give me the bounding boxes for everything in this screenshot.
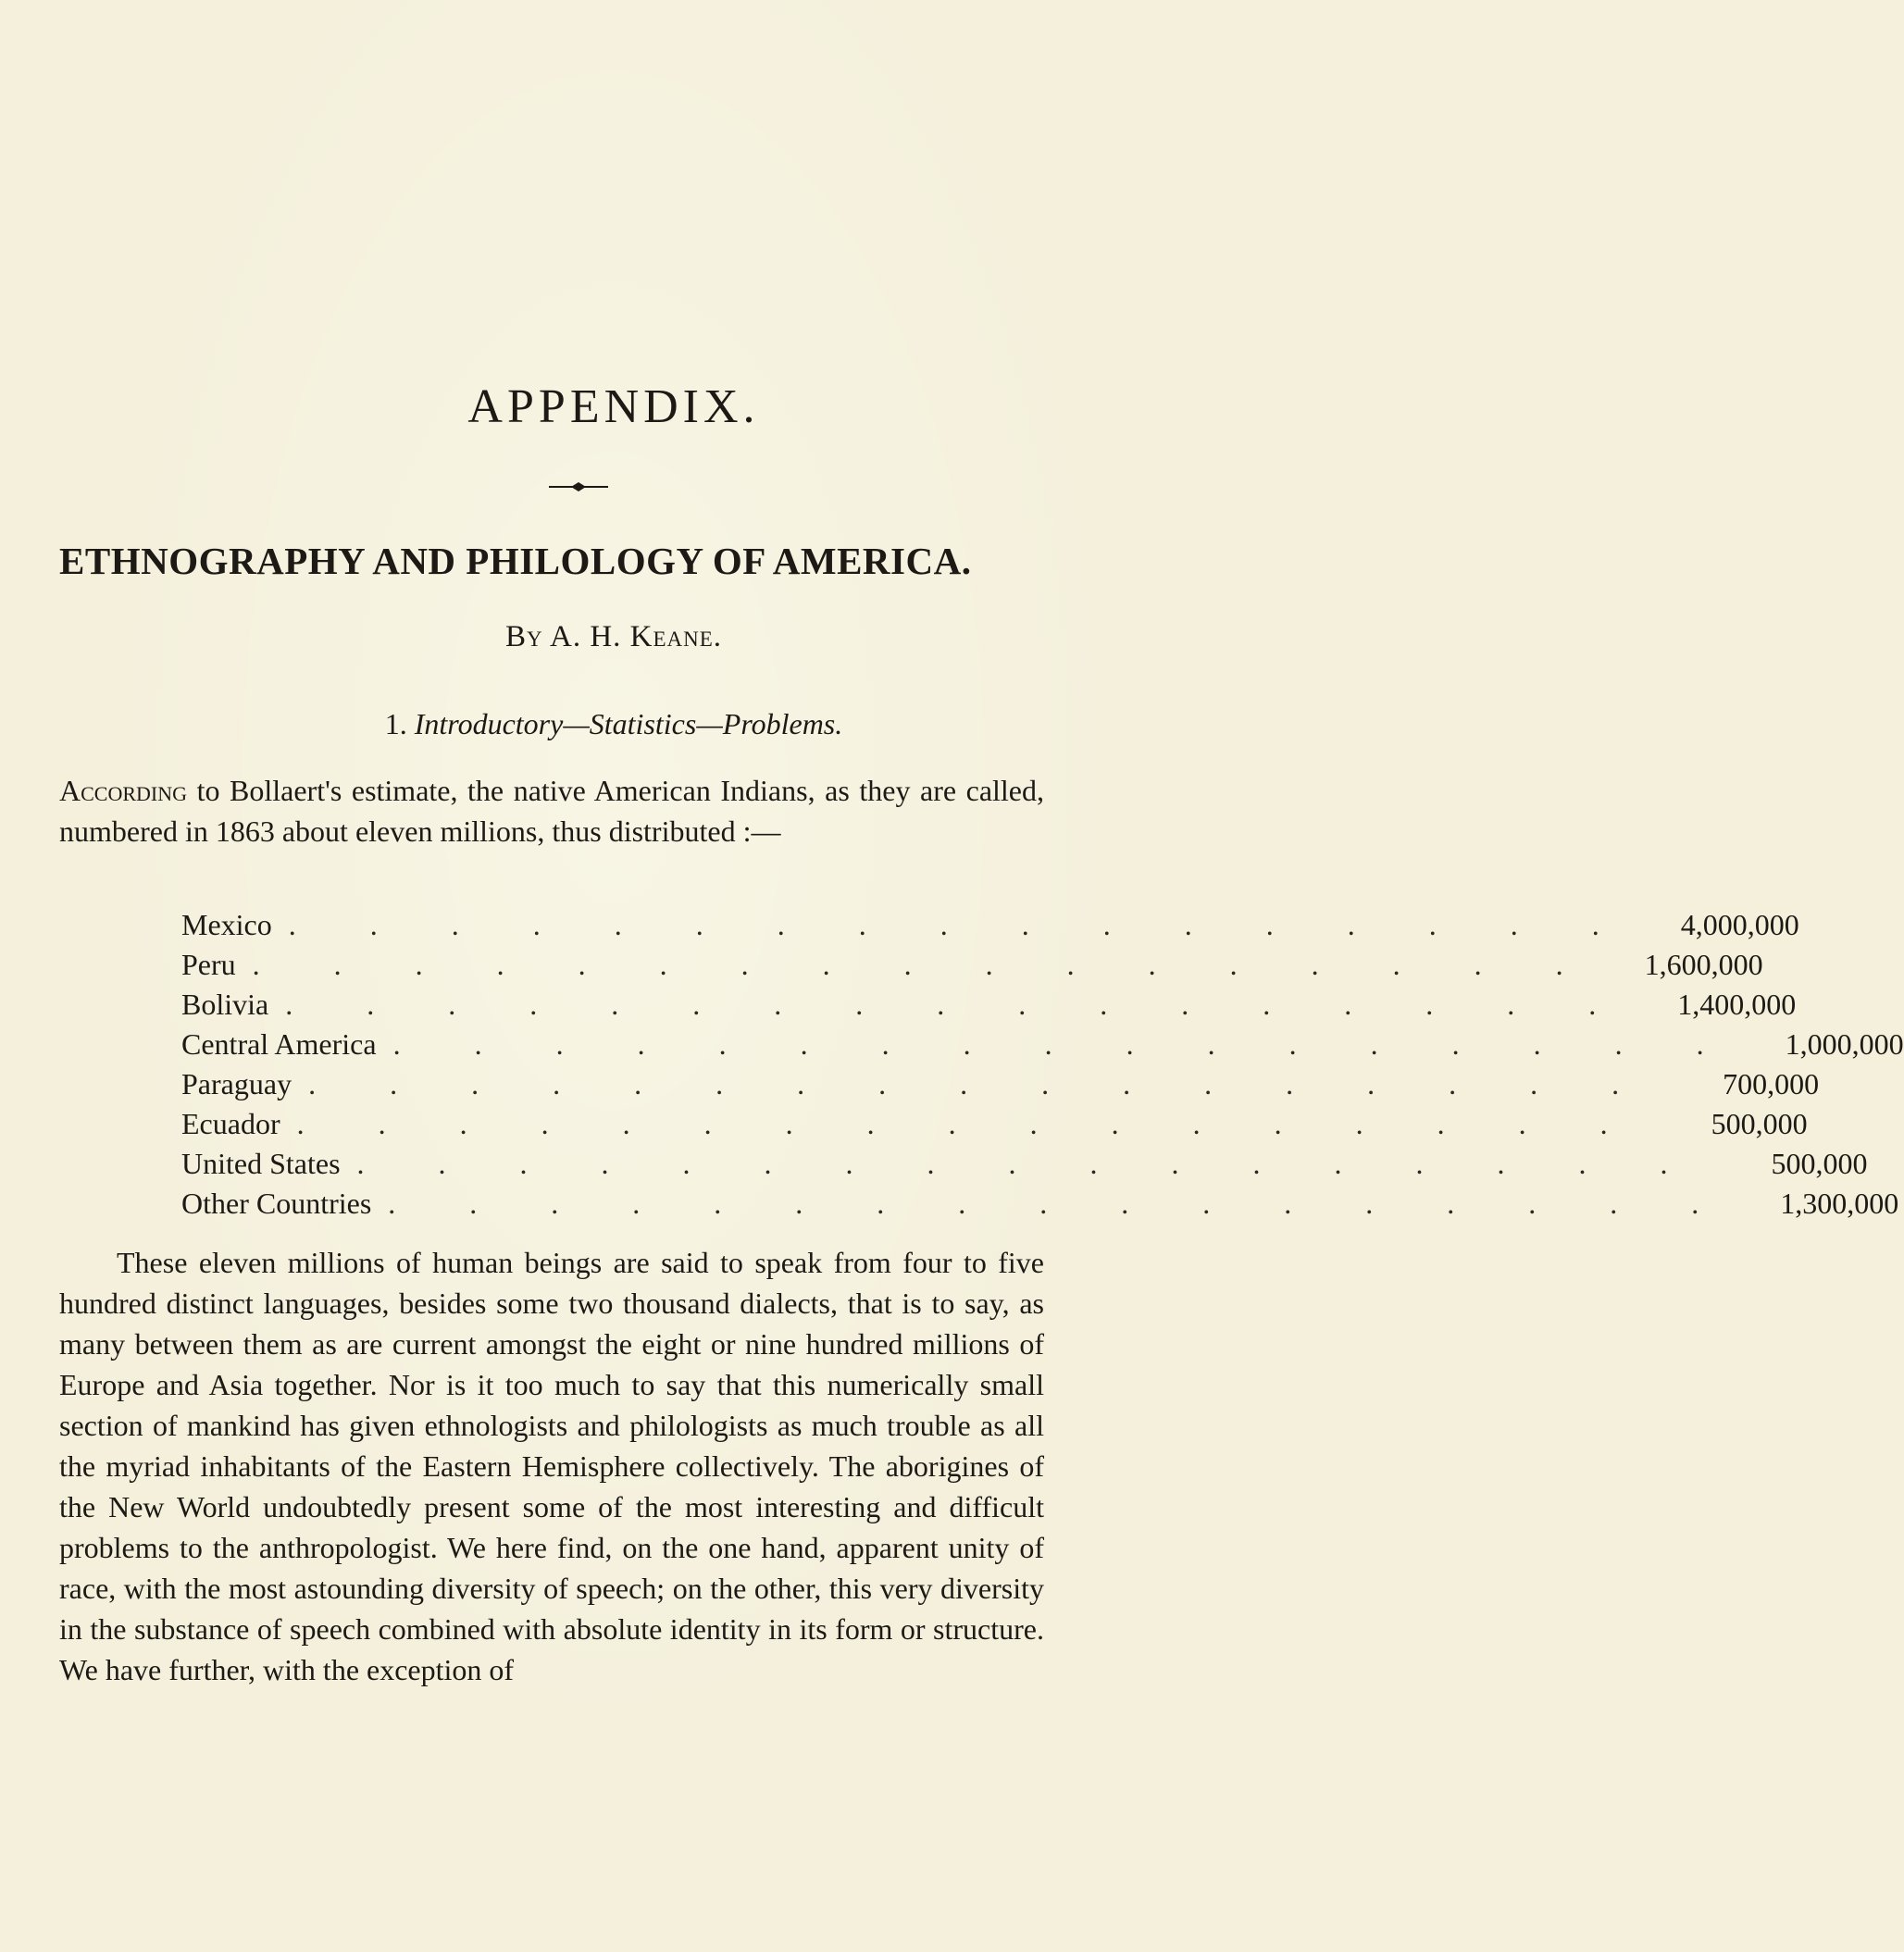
dot-leader: . . . . . . . . . . . . . . . . .	[308, 1067, 1653, 1100]
country-name: Central America	[181, 1027, 377, 1061]
section-heading	[0, 707, 1227, 741]
country-name: Peru	[181, 948, 236, 981]
chapter-subtitle: ETHNOGRAPHY AND PHILOLOGY OF AMERICA.	[59, 540, 972, 582]
dot-leader: . . . . . . . . . . . . . . . . .	[296, 1107, 1641, 1140]
population-value: 500,000	[1711, 1107, 1808, 1140]
population-row	[181, 985, 1797, 1025]
dot-leader: . . . . . . . . . . . . . . . . .	[388, 1187, 1733, 1220]
country-name: Bolivia	[181, 988, 269, 1021]
country-name: Mexico	[181, 908, 272, 941]
intro-lead-word: According	[59, 774, 188, 807]
body-paragraph: These eleven millions of human beings are said to speak from four to five hundred distinct languages, besides some two thousand dialects, that is to say, as many between them as are current amongst the eight or nine hundred millions of Europe and Asia together. Nor is it too much to say that this numerically small section of mankind has given ethnologists and philologists as much trouble as all the myriad inhabitants of the Eastern Hemisphere collectively. The aborigines of the New World undoubtedly present some of the most interesting and difficult problems to the anthropologist. We here find, on the one hand, apparent unity of race, with the most astounding diversity of speech; on the other, this very diversity in the substance of speech combined with absolute identity in its form or structure. We have further, with the exception of	[59, 1246, 1044, 1686]
population-table	[181, 905, 1904, 1224]
ornamental-rule	[549, 481, 608, 492]
country-name: Ecuador	[181, 1107, 280, 1140]
country-name: Paraguay	[181, 1067, 292, 1100]
population-value: 1,000,000	[1785, 1027, 1904, 1061]
population-row	[181, 1184, 1899, 1224]
dot-leader: . . . . . . . . . . . . . . . . .	[288, 908, 1633, 941]
country-name: United States	[181, 1147, 341, 1180]
population-value: 700,000	[1723, 1067, 1820, 1100]
author-byline: By A. H. Keane.	[504, 620, 723, 653]
dot-leader: . . . . . . . . . . . . . . . . .	[392, 1027, 1737, 1061]
population-value: 500,000	[1771, 1147, 1868, 1180]
population-value: 1,600,000	[1644, 948, 1763, 981]
intro-paragraph	[59, 770, 1044, 852]
dot-leader: . . . . . . . . . . . . . . . . .	[356, 1147, 1701, 1180]
population-row	[181, 1104, 1808, 1144]
dot-leader: . . . . . . . . . . . . . . . . .	[252, 948, 1597, 981]
population-value: 1,300,000	[1780, 1187, 1899, 1220]
population-row	[181, 945, 1763, 985]
population-row	[181, 905, 1799, 945]
population-row	[181, 1025, 1904, 1064]
population-row	[181, 1064, 1820, 1104]
country-name: Other Countries	[181, 1187, 372, 1220]
intro-text: to Bollaert's estimate, the native American Indians, as they are called, numbered in 1863 about eleven millions, thus distributed :—	[59, 774, 1044, 848]
dot-leader: . . . . . . . . . . . . . . . . .	[285, 988, 1630, 1021]
section-number: 1.	[384, 707, 407, 740]
appendix-title: APPENDIX.	[467, 380, 760, 433]
section-title: Introductory—Statistics—Problems.	[414, 707, 843, 740]
population-row	[181, 1144, 1868, 1184]
population-value: 1,400,000	[1677, 988, 1797, 1021]
population-value: 4,000,000	[1680, 908, 1799, 941]
